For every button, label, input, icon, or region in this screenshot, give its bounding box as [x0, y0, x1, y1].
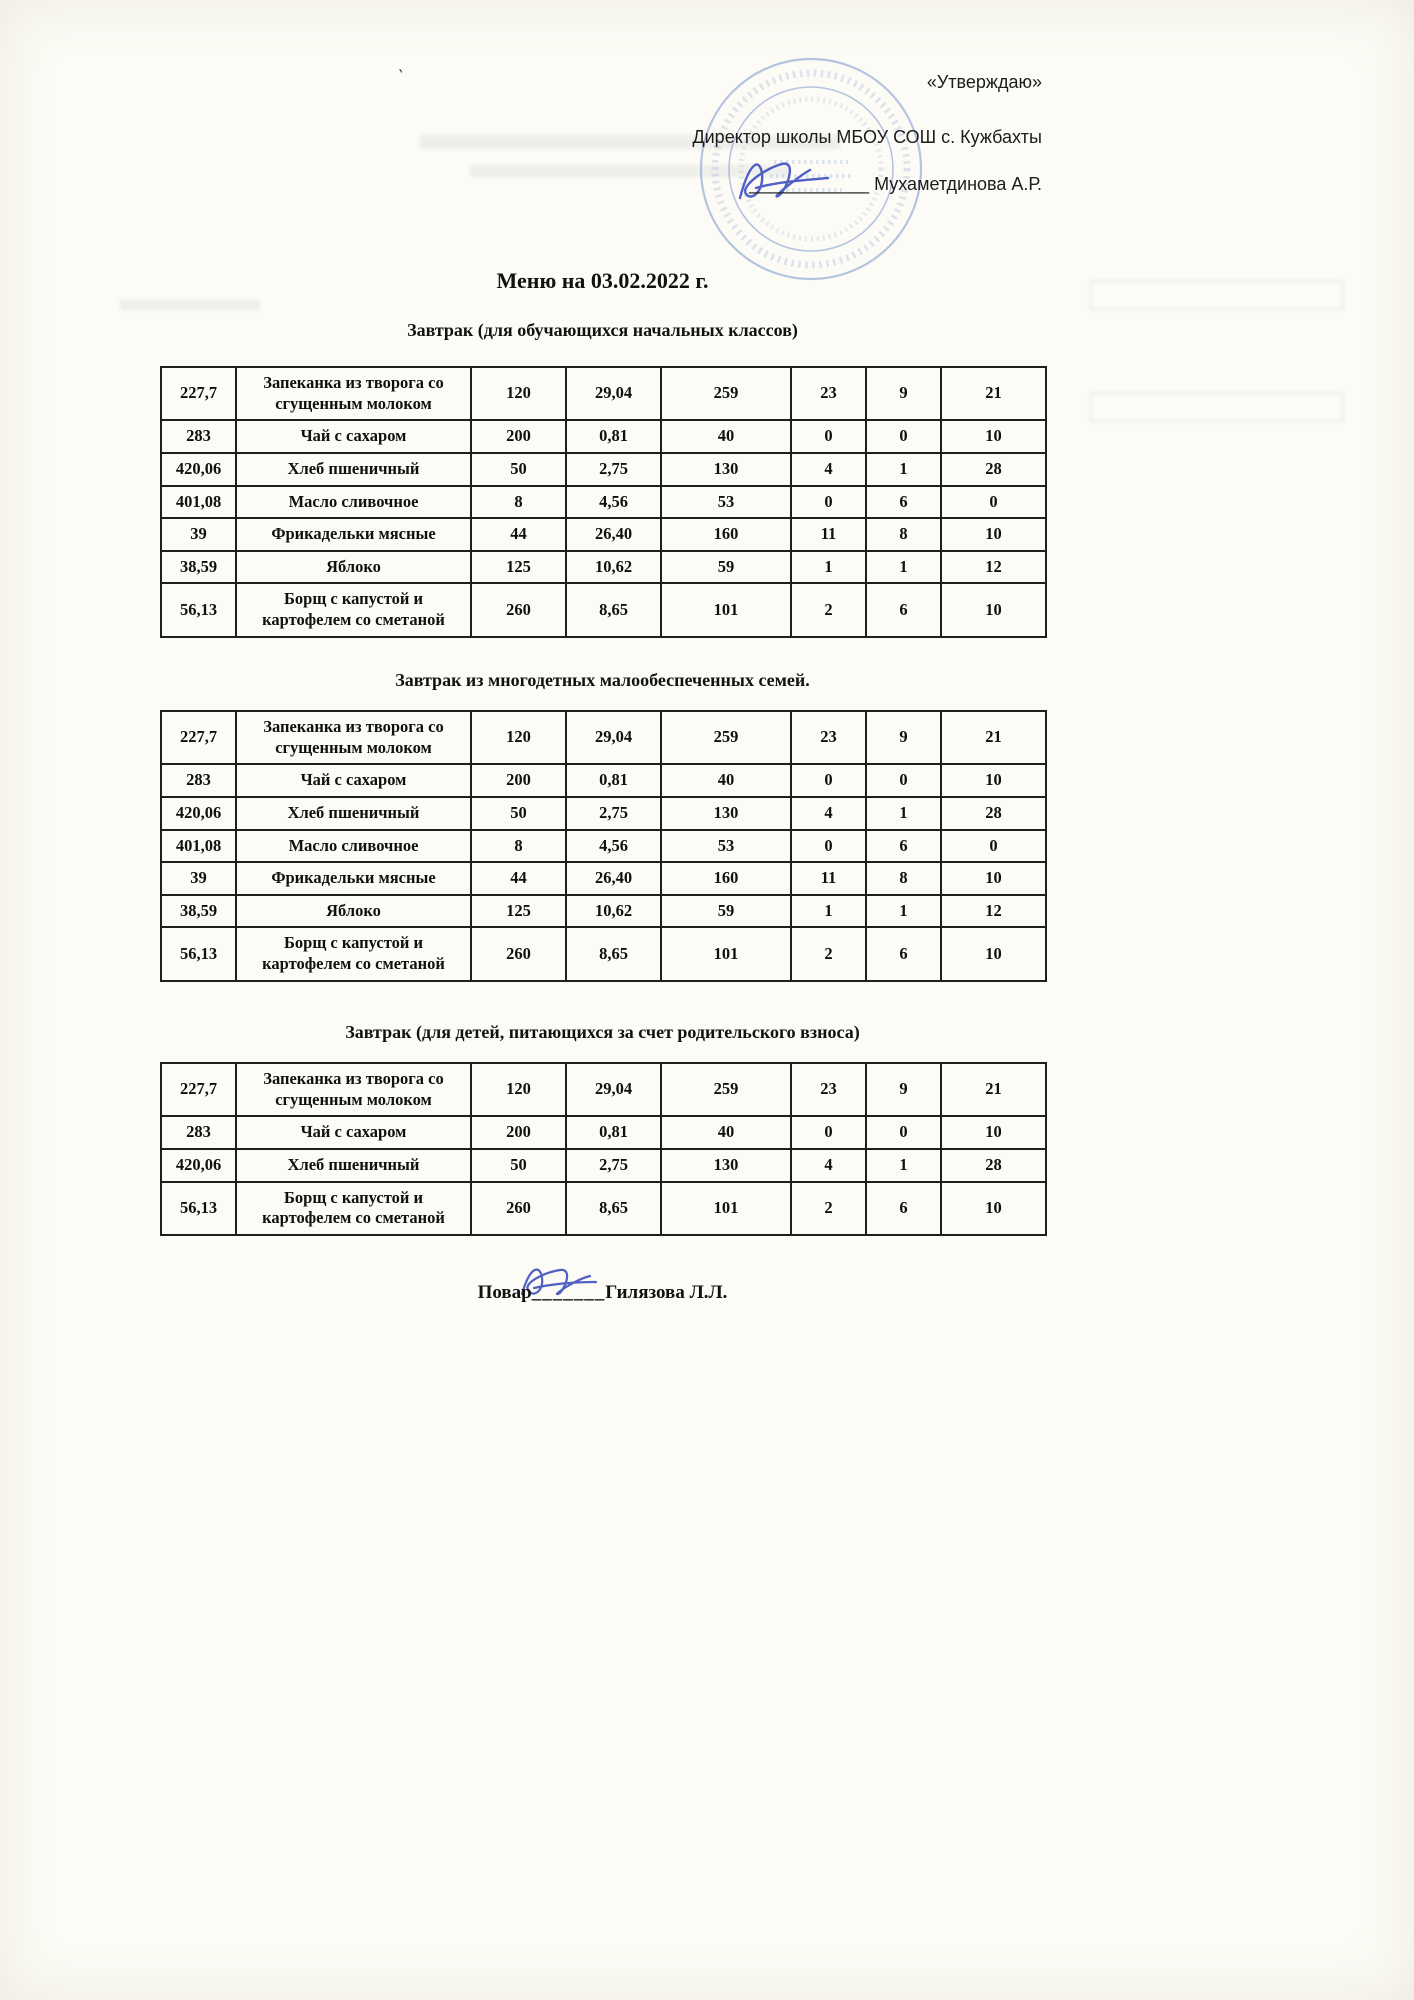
value-cell: 50: [471, 797, 566, 830]
value-cell: 0: [791, 764, 866, 797]
value-cell: 59: [661, 551, 791, 584]
value-cell: 2: [791, 583, 866, 636]
value-cell: 26,40: [566, 862, 661, 895]
value-cell: 6: [866, 583, 941, 636]
dish-name-cell: Чай с сахаром: [236, 420, 471, 453]
value-cell: 4: [791, 1149, 866, 1182]
value-cell: 38,59: [161, 551, 236, 584]
value-cell: 283: [161, 1116, 236, 1149]
value-cell: 1: [866, 895, 941, 928]
value-cell: 21: [941, 711, 1046, 764]
value-cell: 10: [941, 518, 1046, 551]
value-cell: 28: [941, 453, 1046, 486]
value-cell: 0: [941, 486, 1046, 519]
value-cell: 4,56: [566, 830, 661, 863]
value-cell: 401,08: [161, 486, 236, 519]
bleed-through-artifact: [120, 300, 260, 310]
table-row: [161, 583, 1046, 636]
value-cell: 120: [471, 711, 566, 764]
bleed-through-artifact: [1090, 392, 1344, 422]
value-cell: 1: [791, 895, 866, 928]
cook-name: Гилязова Л.Л.: [605, 1282, 728, 1303]
dish-name-cell: Хлеб пшеничный: [236, 1149, 471, 1182]
dish-name-cell: Масло сливочное: [236, 830, 471, 863]
section-heading-parent-paid: Завтрак (для детей, питающихся за счет родительского взноса): [345, 1022, 860, 1042]
value-cell: 6: [866, 486, 941, 519]
menu-table-wrapper: [160, 366, 1045, 638]
value-cell: 10: [941, 420, 1046, 453]
table-row: [161, 453, 1046, 486]
value-cell: 23: [791, 367, 866, 420]
value-cell: 0,81: [566, 420, 661, 453]
value-cell: 125: [471, 895, 566, 928]
dish-name-cell: Борщ с капустой и картофелем со сметаной: [236, 583, 471, 636]
dish-name-cell: Хлеб пшеничный: [236, 453, 471, 486]
value-cell: 130: [661, 1149, 791, 1182]
value-cell: 0: [791, 830, 866, 863]
table-row: [161, 367, 1046, 420]
value-cell: 9: [866, 367, 941, 420]
value-cell: 259: [661, 367, 791, 420]
value-cell: 8: [866, 518, 941, 551]
value-cell: 8,65: [566, 583, 661, 636]
approve-label: «Утверждаю»: [926, 72, 1042, 92]
value-cell: 59: [661, 895, 791, 928]
dish-name-cell: Масло сливочное: [236, 486, 471, 519]
value-cell: 10: [941, 862, 1046, 895]
table-row: [161, 927, 1046, 980]
value-cell: 1: [866, 551, 941, 584]
cook-signature-block: [160, 1282, 1045, 1304]
table-row: [161, 518, 1046, 551]
value-cell: 12: [941, 551, 1046, 584]
menu-table-primary-classes: [160, 366, 1047, 638]
value-cell: 6: [866, 1182, 941, 1235]
value-cell: 40: [661, 764, 791, 797]
table-row: [161, 895, 1046, 928]
value-cell: 283: [161, 420, 236, 453]
value-cell: 44: [471, 862, 566, 895]
value-cell: 2,75: [566, 797, 661, 830]
dish-name-cell: Запеканка из творога со сгущенным молоком: [236, 367, 471, 420]
dish-name-cell: Яблоко: [236, 551, 471, 584]
value-cell: 401,08: [161, 830, 236, 863]
cook-signature-line: _______: [531, 1282, 606, 1303]
value-cell: 2,75: [566, 453, 661, 486]
value-cell: 56,13: [161, 583, 236, 636]
table-row: [161, 551, 1046, 584]
value-cell: 26,40: [566, 518, 661, 551]
value-cell: 259: [661, 1063, 791, 1116]
value-cell: 10: [941, 1182, 1046, 1235]
value-cell: 8: [866, 862, 941, 895]
value-cell: 11: [791, 518, 866, 551]
value-cell: 50: [471, 453, 566, 486]
value-cell: 0: [866, 764, 941, 797]
value-cell: 38,59: [161, 895, 236, 928]
bleed-through-artifact: [1090, 280, 1344, 310]
value-cell: 12: [941, 895, 1046, 928]
value-cell: 227,7: [161, 367, 236, 420]
table-row: [161, 862, 1046, 895]
value-cell: 28: [941, 1149, 1046, 1182]
ink-mark: `: [393, 65, 406, 87]
value-cell: 50: [471, 1149, 566, 1182]
value-cell: 120: [471, 1063, 566, 1116]
director-signature-line: ____________ Мухаметдинова А.Р.: [748, 174, 1042, 194]
value-cell: 21: [941, 367, 1046, 420]
value-cell: 0: [941, 830, 1046, 863]
value-cell: 200: [471, 764, 566, 797]
table-row: [161, 1182, 1046, 1235]
value-cell: 259: [661, 711, 791, 764]
value-cell: 11: [791, 862, 866, 895]
value-cell: 0: [791, 1116, 866, 1149]
value-cell: 160: [661, 518, 791, 551]
value-cell: 10: [941, 1116, 1046, 1149]
table-row: [161, 486, 1046, 519]
cook-label: Повар: [477, 1282, 532, 1303]
value-cell: 130: [661, 453, 791, 486]
value-cell: 9: [866, 711, 941, 764]
dish-name-cell: Чай с сахаром: [236, 1116, 471, 1149]
value-cell: 56,13: [161, 927, 236, 980]
value-cell: 101: [661, 1182, 791, 1235]
value-cell: 420,06: [161, 797, 236, 830]
menu-table-wrapper: [160, 710, 1045, 982]
table-row: [161, 830, 1046, 863]
value-cell: 39: [161, 518, 236, 551]
dish-name-cell: Фрикадельки мясные: [236, 862, 471, 895]
table-row: [161, 711, 1046, 764]
table-row: [161, 764, 1046, 797]
value-cell: 260: [471, 927, 566, 980]
menu-table-wrapper: [160, 1062, 1045, 1236]
value-cell: 130: [661, 797, 791, 830]
value-cell: 10,62: [566, 895, 661, 928]
value-cell: 39: [161, 862, 236, 895]
menu-table-parent-paid: [160, 1062, 1047, 1236]
value-cell: 29,04: [566, 711, 661, 764]
menu-table-large-families: [160, 710, 1047, 982]
table-row: [161, 420, 1046, 453]
dish-name-cell: Хлеб пшеничный: [236, 797, 471, 830]
value-cell: 160: [661, 862, 791, 895]
value-cell: 4,56: [566, 486, 661, 519]
table-row: [161, 1149, 1046, 1182]
value-cell: 10: [941, 927, 1046, 980]
value-cell: 8: [471, 830, 566, 863]
value-cell: 4: [791, 453, 866, 486]
value-cell: 0,81: [566, 764, 661, 797]
value-cell: 8: [471, 486, 566, 519]
value-cell: 120: [471, 367, 566, 420]
value-cell: 0,81: [566, 1116, 661, 1149]
value-cell: 10: [941, 764, 1046, 797]
value-cell: 6: [866, 830, 941, 863]
value-cell: 2: [791, 927, 866, 980]
value-cell: 1: [866, 1149, 941, 1182]
value-cell: 1: [866, 797, 941, 830]
value-cell: 40: [661, 420, 791, 453]
dish-name-cell: Яблоко: [236, 895, 471, 928]
dish-name-cell: Чай с сахаром: [236, 764, 471, 797]
value-cell: 1: [791, 551, 866, 584]
dish-name-cell: Запеканка из творога со сгущенным молоком: [236, 1063, 471, 1116]
value-cell: 227,7: [161, 1063, 236, 1116]
value-cell: 200: [471, 1116, 566, 1149]
value-cell: 53: [661, 486, 791, 519]
value-cell: 420,06: [161, 1149, 236, 1182]
value-cell: 53: [661, 830, 791, 863]
value-cell: 23: [791, 711, 866, 764]
value-cell: 260: [471, 583, 566, 636]
value-cell: 283: [161, 764, 236, 797]
value-cell: 4: [791, 797, 866, 830]
value-cell: 1: [866, 453, 941, 486]
approval-block: [562, 72, 1042, 195]
value-cell: 101: [661, 583, 791, 636]
value-cell: 44: [471, 518, 566, 551]
value-cell: 56,13: [161, 1182, 236, 1235]
value-cell: 29,04: [566, 367, 661, 420]
value-cell: 420,06: [161, 453, 236, 486]
value-cell: 101: [661, 927, 791, 980]
table-row: [161, 797, 1046, 830]
value-cell: 227,7: [161, 711, 236, 764]
value-cell: 28: [941, 797, 1046, 830]
section-heading-large-families: Завтрак из многодетных малообеспеченных семей.: [395, 670, 810, 690]
dish-name-cell: Фрикадельки мясные: [236, 518, 471, 551]
page-title: Меню на 03.02.2022 г.: [496, 268, 709, 293]
value-cell: 0: [866, 1116, 941, 1149]
value-cell: 8,65: [566, 1182, 661, 1235]
dish-name-cell: Запеканка из творога со сгущенным молоком: [236, 711, 471, 764]
section-heading-primary-classes: Завтрак (для обучающихся начальных классов): [407, 320, 798, 340]
director-line: Директор школы МБОУ СОШ с. Кужбахты: [692, 127, 1042, 147]
value-cell: 21: [941, 1063, 1046, 1116]
value-cell: 0: [791, 486, 866, 519]
value-cell: 10,62: [566, 551, 661, 584]
dish-name-cell: Борщ с капустой и картофелем со сметаной: [236, 1182, 471, 1235]
value-cell: 2: [791, 1182, 866, 1235]
value-cell: 0: [866, 420, 941, 453]
table-row: [161, 1116, 1046, 1149]
value-cell: 29,04: [566, 1063, 661, 1116]
value-cell: 40: [661, 1116, 791, 1149]
value-cell: 200: [471, 420, 566, 453]
value-cell: 6: [866, 927, 941, 980]
value-cell: 0: [791, 420, 866, 453]
value-cell: 9: [866, 1063, 941, 1116]
value-cell: 10: [941, 583, 1046, 636]
dish-name-cell: Борщ с капустой и картофелем со сметаной: [236, 927, 471, 980]
value-cell: 8,65: [566, 927, 661, 980]
table-row: [161, 1063, 1046, 1116]
value-cell: 23: [791, 1063, 866, 1116]
value-cell: 2,75: [566, 1149, 661, 1182]
value-cell: 260: [471, 1182, 566, 1235]
value-cell: 125: [471, 551, 566, 584]
